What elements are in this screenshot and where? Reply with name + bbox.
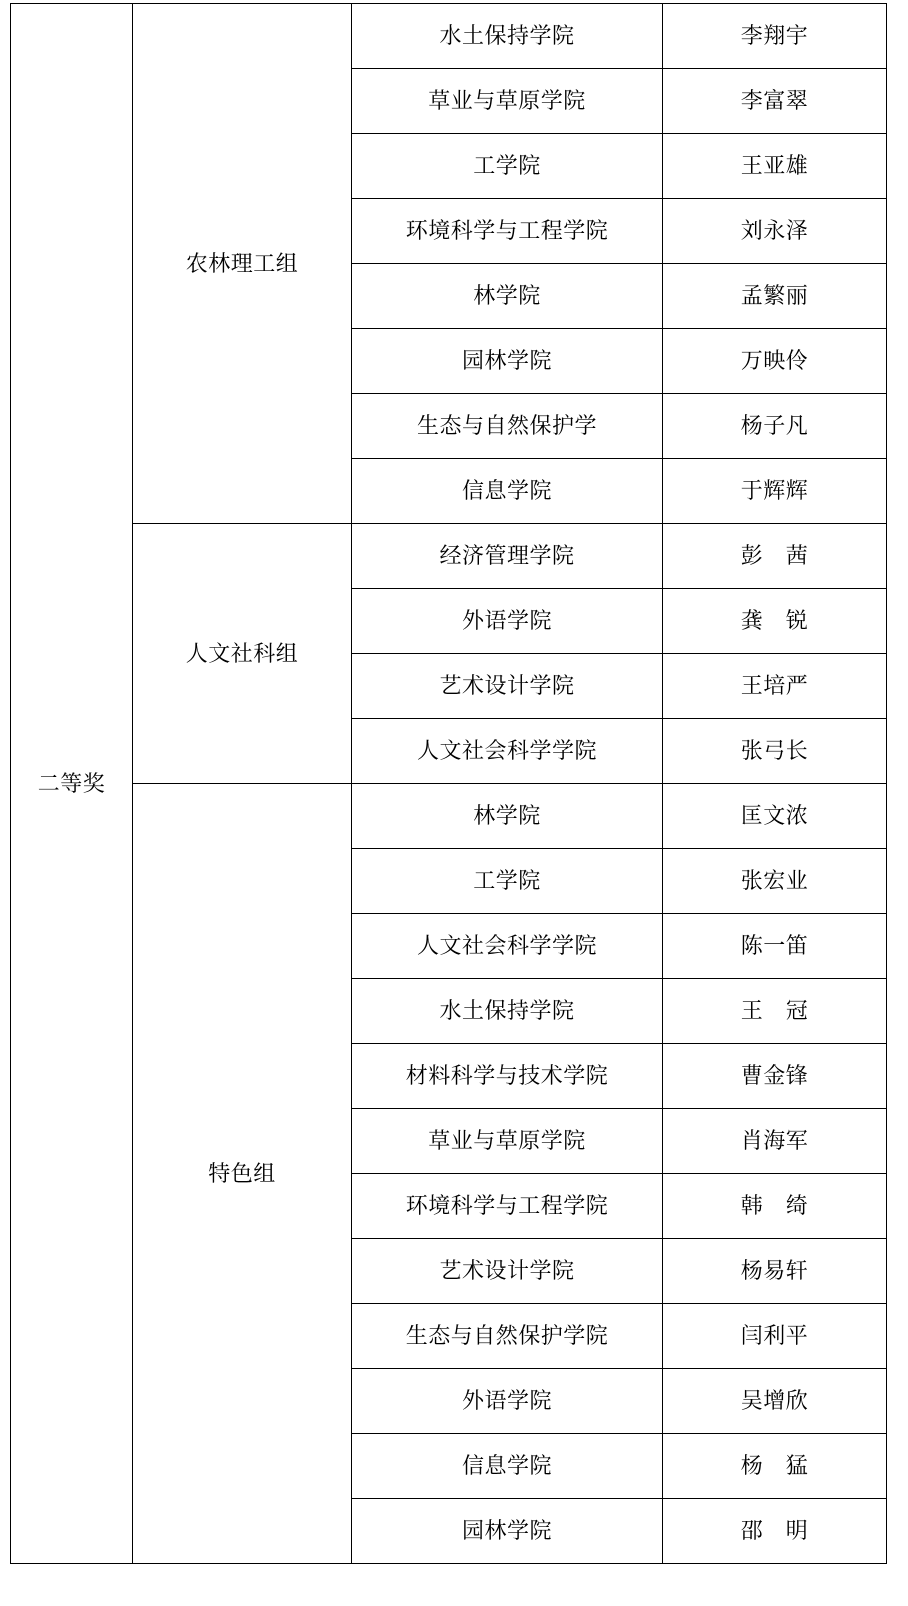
college-cell: 林学院 — [352, 784, 663, 849]
table-row — [11, 784, 887, 849]
winner-name-cell: 刘永泽 — [663, 199, 887, 264]
winner-name-cell: 王培严 — [663, 654, 887, 719]
winner-name-cell: 龚 锐 — [663, 589, 887, 654]
college-cell: 环境科学与工程学院 — [352, 1174, 663, 1239]
winner-name-cell: 韩 绮 — [663, 1174, 887, 1239]
college-cell: 人文社会科学学院 — [352, 914, 663, 979]
college-cell: 材料科学与技术学院 — [352, 1044, 663, 1109]
winner-name-cell: 彭 茜 — [663, 524, 887, 589]
college-cell: 工学院 — [352, 134, 663, 199]
college-cell: 草业与草原学院 — [352, 1109, 663, 1174]
winner-name-cell: 李富翠 — [663, 69, 887, 134]
winner-name-cell: 杨 猛 — [663, 1434, 887, 1499]
winner-name-cell: 杨易轩 — [663, 1239, 887, 1304]
winner-name-cell: 张宏业 — [663, 849, 887, 914]
group-cell: 特色组 — [133, 784, 352, 1564]
college-cell: 艺术设计学院 — [352, 654, 663, 719]
college-cell: 外语学院 — [352, 1369, 663, 1434]
college-cell: 经济管理学院 — [352, 524, 663, 589]
winner-name-cell: 肖海军 — [663, 1109, 887, 1174]
award-cell: 二等奖 — [11, 4, 133, 1564]
winner-name-cell: 张弓长 — [663, 719, 887, 784]
college-cell: 生态与自然保护学院 — [352, 1304, 663, 1369]
college-cell: 信息学院 — [352, 1434, 663, 1499]
group-cell: 人文社科组 — [133, 524, 352, 784]
college-cell: 园林学院 — [352, 1499, 663, 1564]
winner-name-cell: 杨子凡 — [663, 394, 887, 459]
table-row — [11, 4, 887, 69]
college-cell: 艺术设计学院 — [352, 1239, 663, 1304]
winner-name-cell: 匡文浓 — [663, 784, 887, 849]
winner-name-cell: 孟繁丽 — [663, 264, 887, 329]
college-cell: 环境科学与工程学院 — [352, 199, 663, 264]
winner-name-cell: 王 冠 — [663, 979, 887, 1044]
winner-name-cell: 李翔宇 — [663, 4, 887, 69]
college-cell: 外语学院 — [352, 589, 663, 654]
winner-name-cell: 王亚雄 — [663, 134, 887, 199]
college-cell: 工学院 — [352, 849, 663, 914]
table-row — [11, 524, 887, 589]
college-cell: 林学院 — [352, 264, 663, 329]
college-cell: 园林学院 — [352, 329, 663, 394]
winner-name-cell: 陈一笛 — [663, 914, 887, 979]
winner-name-cell: 吴增欣 — [663, 1369, 887, 1434]
award-winners-table — [10, 3, 887, 1564]
college-cell: 人文社会科学学院 — [352, 719, 663, 784]
group-cell: 农林理工组 — [133, 4, 352, 524]
college-cell: 水土保持学院 — [352, 4, 663, 69]
winner-name-cell: 于辉辉 — [663, 459, 887, 524]
college-cell: 生态与自然保护学 — [352, 394, 663, 459]
college-cell: 水土保持学院 — [352, 979, 663, 1044]
college-cell: 信息学院 — [352, 459, 663, 524]
table-body — [11, 4, 887, 1564]
college-cell: 草业与草原学院 — [352, 69, 663, 134]
winner-name-cell: 邵 明 — [663, 1499, 887, 1564]
winner-name-cell: 曹金锋 — [663, 1044, 887, 1109]
winner-name-cell: 闫利平 — [663, 1304, 887, 1369]
winner-name-cell: 万映伶 — [663, 329, 887, 394]
